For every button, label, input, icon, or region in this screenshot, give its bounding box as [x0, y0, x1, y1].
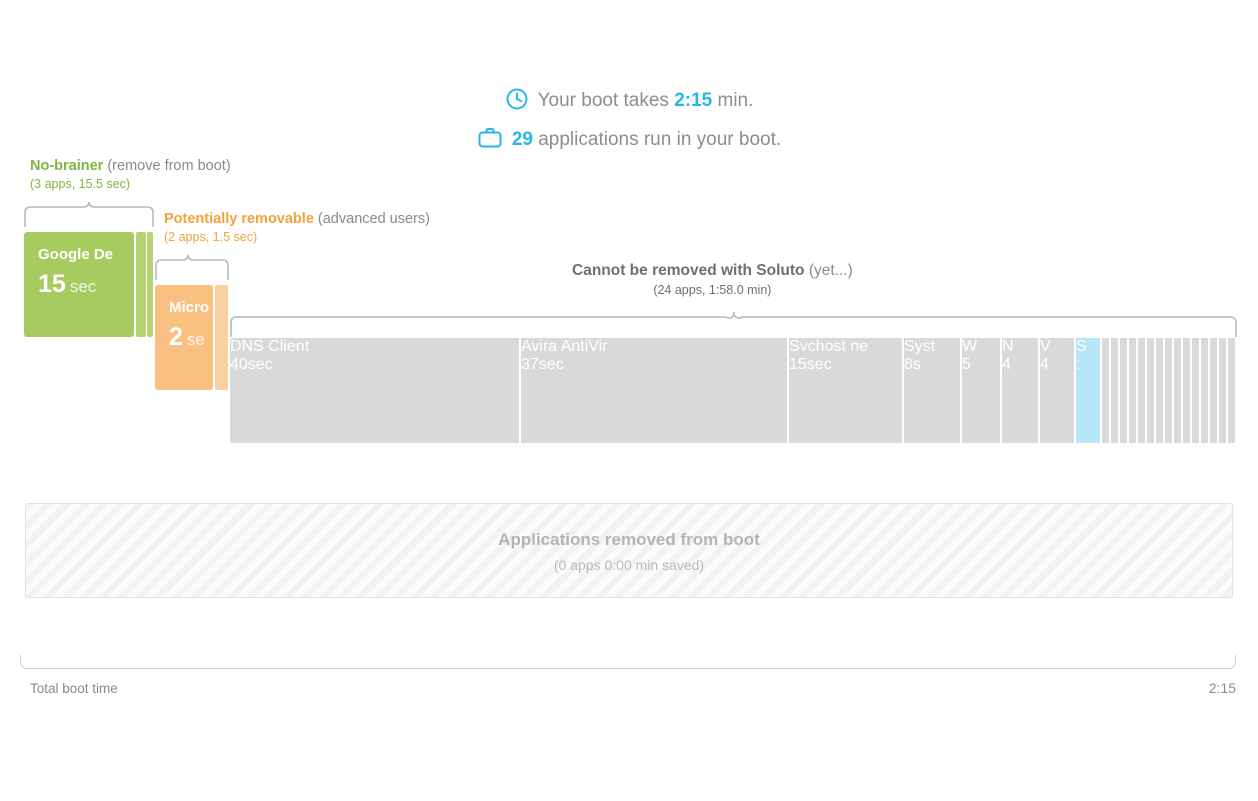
boot-app-block-selected[interactable]	[1076, 338, 1102, 443]
boot-app-block-avira-antivir[interactable]	[521, 338, 789, 443]
boot-app-block-google-desktop[interactable]	[24, 232, 134, 337]
app-time: 8s	[904, 356, 921, 373]
app-time: 2 se	[169, 323, 205, 351]
total-boot-time-bracket	[20, 655, 1236, 669]
boot-app-block-microsoft[interactable]	[155, 285, 213, 390]
boot-app-block-w[interactable]	[962, 338, 1002, 443]
boot-app-block-remaining-small-apps[interactable]	[1102, 338, 1236, 443]
app-time: :	[1076, 356, 1081, 373]
boot-suffix-text: min.	[712, 90, 754, 111]
app-name: Avira AntiVir	[521, 338, 608, 355]
boot-time-value: 2:15	[674, 90, 713, 111]
app-time: 4	[1040, 356, 1049, 373]
group-caption-potentially-removable	[164, 211, 430, 244]
app-time: 5	[962, 356, 971, 373]
boot-app-block-system[interactable]	[904, 338, 962, 443]
app-name: W	[962, 338, 978, 355]
boot-app-block-green-small-2[interactable]	[147, 232, 153, 337]
brace-potentially-removable	[155, 253, 235, 286]
group-sub-no-brainer: (3 apps, 15.5 sec)	[30, 177, 131, 191]
apps-count-line	[0, 123, 1258, 162]
group-sub-cannot-be-removed: (24 apps, 1:58.0 min)	[653, 283, 772, 297]
boot-prefix-text: Your boot takes	[537, 90, 675, 111]
app-name: Svchost ne	[789, 338, 869, 355]
group-caption-no-brainer	[30, 158, 231, 191]
boot-summary	[0, 84, 1258, 162]
boot-app-block-svchost-net[interactable]	[789, 338, 904, 443]
app-name: S	[1076, 338, 1087, 355]
app-name: DNS Client	[230, 338, 310, 355]
boot-app-block-orange-small-1[interactable]	[215, 285, 228, 390]
app-time: 4	[1002, 356, 1011, 373]
group-title-no-brainer: No-brainer (remove from boot)	[30, 158, 231, 174]
app-time: 40sec	[230, 356, 273, 373]
app-name: V	[1040, 338, 1051, 355]
boot-app-block-n[interactable]	[1002, 338, 1040, 443]
boot-time-line	[0, 84, 1258, 123]
app-time: 15 sec	[38, 270, 97, 298]
removed-apps-dropzone[interactable]	[25, 503, 1233, 598]
dropzone-title: Applications removed from boot	[498, 530, 760, 549]
clock-icon	[505, 87, 529, 123]
app-time: 37sec	[521, 356, 564, 373]
apps-suffix-text: applications run in your boot.	[532, 129, 782, 150]
brace-no-brainer	[24, 200, 160, 233]
group-title-cannot-be-removed: Cannot be removed with Soluto (yet...)	[572, 262, 853, 279]
app-name: Google De	[38, 246, 114, 263]
briefcase-icon	[477, 126, 503, 162]
cannot-remove-block-group[interactable]	[230, 338, 1236, 443]
dropzone-subtitle: (0 apps 0:00 min saved)	[553, 557, 705, 573]
apps-count-value: 29	[511, 129, 533, 150]
app-name: N	[1002, 338, 1014, 355]
boot-app-block-dns-client[interactable]	[230, 338, 521, 443]
group-title-potentially-removable: Potentially removable (advanced users)	[164, 211, 430, 227]
app-name: Micro	[169, 299, 210, 316]
boot-app-block-green-small-1[interactable]	[136, 232, 146, 337]
app-time: 15sec	[789, 356, 832, 373]
app-name: Syst	[904, 338, 936, 355]
group-caption-cannot-be-removed	[572, 262, 853, 297]
boot-app-block-v[interactable]	[1040, 338, 1076, 443]
total-boot-time-value: 2:15	[1208, 680, 1236, 696]
total-boot-time-label: Total boot time	[30, 681, 118, 696]
group-sub-potentially-removable: (2 apps, 1.5 sec)	[164, 230, 258, 244]
